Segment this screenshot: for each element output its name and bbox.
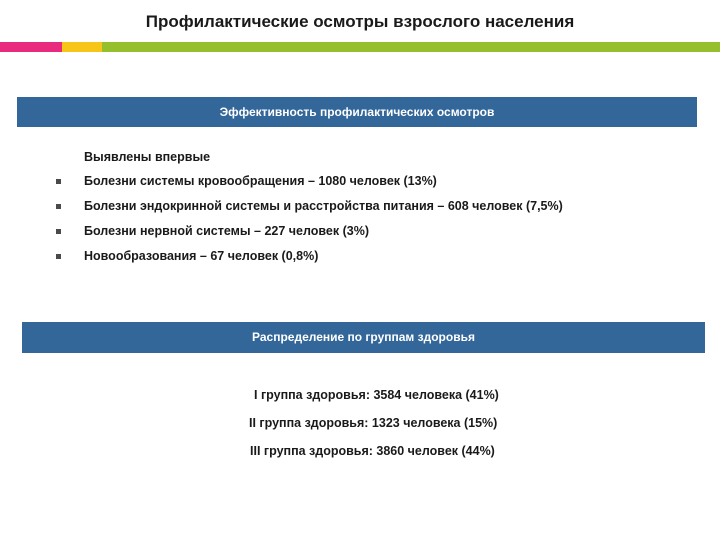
square-bullet-icon	[56, 204, 61, 209]
stripe-segment-yellow	[62, 42, 102, 52]
square-bullet-icon	[56, 254, 61, 259]
health-groups-heading-banner: Распределение по группам здоровья	[22, 322, 705, 353]
health-group-row: II группа здоровья: 1323 человека (15%)	[249, 416, 498, 430]
accent-stripe	[0, 42, 720, 52]
findings-intro: Выявлены впервые	[84, 150, 211, 164]
finding-text: Болезни системы кровообращения – 1080 человек (13%)	[84, 174, 437, 188]
finding-text: Новообразования – 67 человек (0,8%)	[84, 249, 319, 263]
stripe-segment-magenta	[0, 42, 62, 52]
finding-text: Болезни эндокринной системы и расстройства питания – 608 человек (7,5%)	[84, 199, 563, 213]
health-group-row: I группа здоровья: 3584 человека (41%)	[254, 388, 499, 402]
health-group-row: III группа здоровья: 3860 человек (44%)	[250, 444, 495, 458]
slide-title: Профилактические осмотры взрослого населения	[145, 12, 575, 31]
finding-text: Болезни нервной системы – 227 человек (3%)	[84, 224, 369, 238]
effectiveness-heading-banner: Эффективность профилактических осмотров	[17, 97, 697, 127]
health-groups-list	[190, 386, 590, 470]
stripe-segment-green	[102, 42, 720, 52]
square-bullet-icon	[56, 229, 61, 234]
square-bullet-icon	[56, 179, 61, 184]
